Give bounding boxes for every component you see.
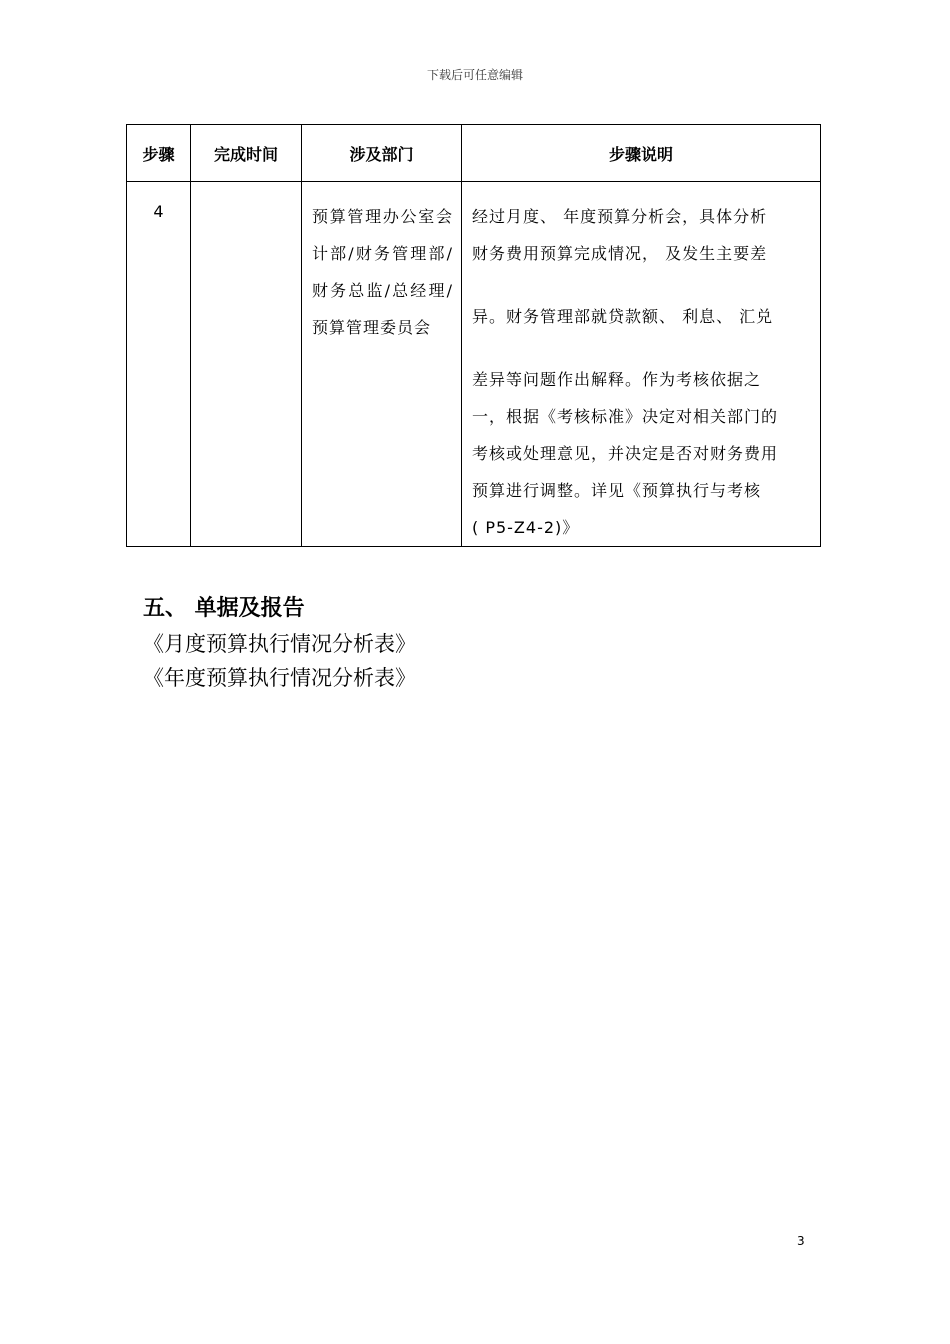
header-time: 完成时间 [191,125,302,182]
header-step: 步骤 [127,125,191,182]
header-desc: 步骤说明 [462,125,821,182]
page-header: 下载后可任意编辑 [426,68,523,82]
cell-desc [462,182,821,547]
cell-step: 4 [127,182,191,547]
page-number: 3 [797,1234,805,1248]
desc-line: ( P5-Z4-2)》 [472,518,580,537]
desc-line: 异。财务管理部就贷款额、 利息、 汇兑 [472,307,774,326]
steps-table [126,124,821,547]
desc-line: 财务费用预算完成情况， 及发生主要差 [472,244,768,263]
header-dept: 涉及部门 [302,125,462,182]
document-item: 《月度预算执行情况分析表》 [143,632,416,656]
desc-line: 考核或处理意见，并决定是否对财务费用 [472,444,779,463]
desc-line: 一，根据《考核标准》决定对相关部门的 [472,407,779,426]
cell-dept: 预算管理办公室会计部/财务管理部/财务总监/总经理/预算管理委员会 [302,182,462,547]
desc-line: 差异等问题作出解释。作为考核依据之 [472,370,762,389]
table-row [127,182,821,547]
document-item: 《年度预算执行情况分析表》 [143,666,416,690]
table-header-row [127,125,821,182]
section-title: 五、 单据及报告 [143,596,305,621]
desc-line: 预算进行调整。详见《预算执行与考核 [472,481,762,500]
cell-time [191,182,302,547]
desc-line: 经过月度、 年度预算分析会，具体分析 [472,207,768,226]
